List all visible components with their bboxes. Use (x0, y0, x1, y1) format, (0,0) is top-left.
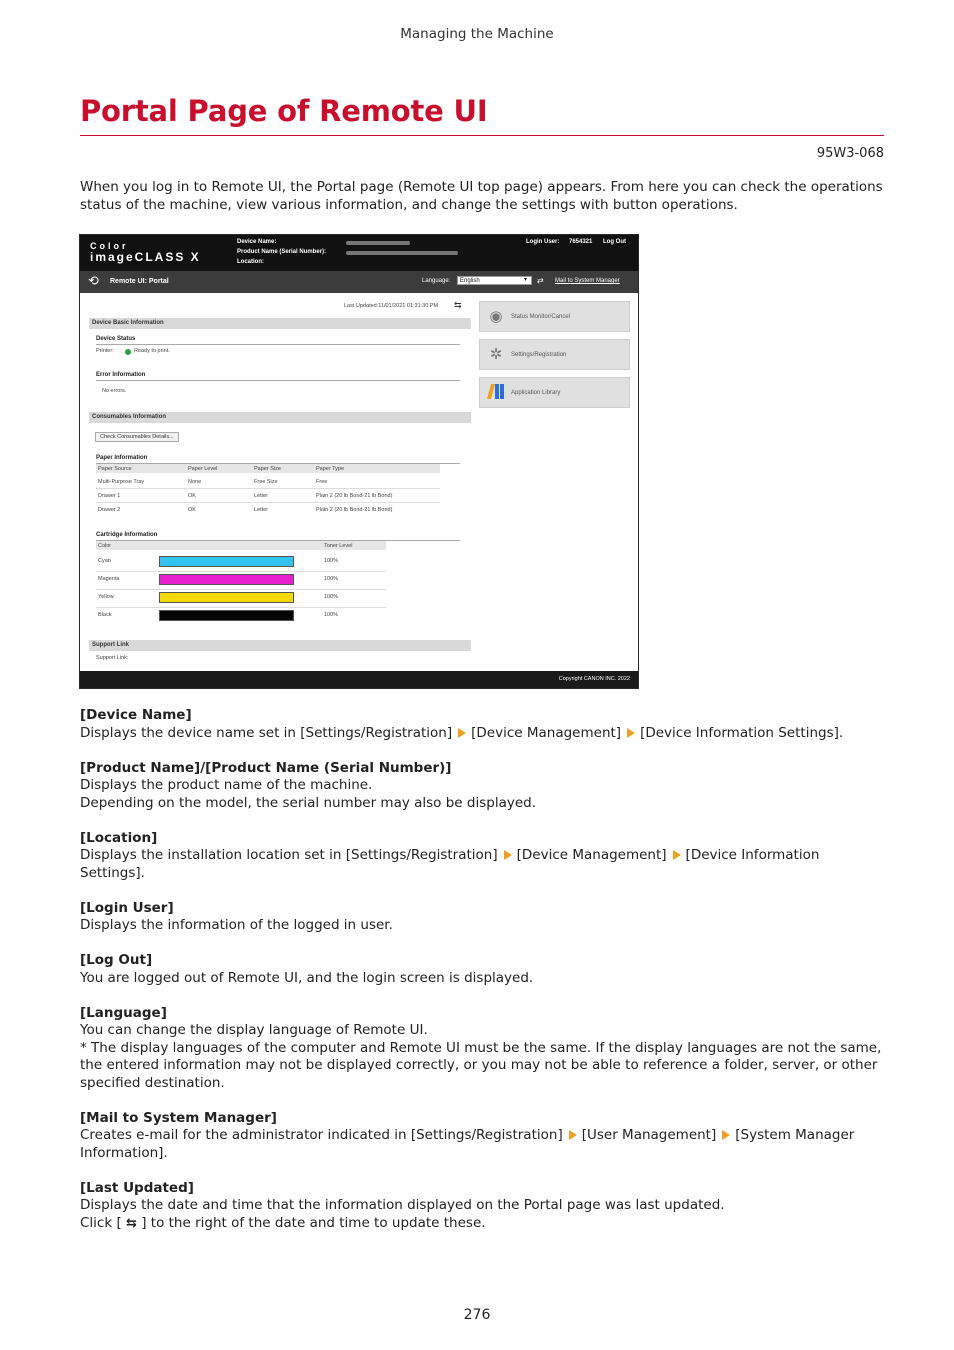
row-divider (96, 589, 386, 590)
device-basic-info-section: Device Basic Information (89, 318, 471, 329)
list-item (80, 952, 886, 987)
item-title: [Mail to System Manager] (80, 1109, 277, 1126)
item-text: * The display languages of the computer and Remote UI must be the same. If the display languages are not the same, the entered information may not be displayed correctly, or you may not be able to reference a folder, server, or other specified destination. (80, 1039, 882, 1091)
text-part: [Device Management] (471, 724, 622, 741)
table-cell: Plain 2 (20 lb Bond-21 lb Bond) (316, 493, 393, 499)
row-divider (96, 607, 386, 608)
status-monitor-button[interactable] (479, 301, 630, 332)
mail-to-system-manager-link[interactable]: Mail to System Manager (555, 278, 620, 284)
device-status-heading: Device Status (96, 336, 136, 342)
settings-registration-button[interactable] (479, 339, 630, 370)
table-cell: OK (188, 493, 196, 499)
portal-bar (80, 271, 638, 293)
support-link-label: Support Link: (96, 655, 129, 661)
product-name-value-blurred (346, 251, 458, 255)
remote-ui-header (80, 235, 638, 271)
item-title: [Login User] (80, 899, 174, 916)
list-item (80, 900, 886, 935)
item-title: [Device Name] (80, 707, 192, 723)
row-divider (96, 571, 386, 572)
document-id: 95W3-068 (816, 146, 884, 161)
table-cell: Letter (254, 493, 269, 499)
home-icon[interactable]: ⟲ (88, 273, 99, 288)
text-part: [Device Management] (516, 847, 667, 863)
device-name-value-blurred (346, 241, 410, 245)
printer-status: Ready to print. (134, 348, 170, 354)
portal-title: Remote UI: Portal (110, 278, 169, 285)
table-cell: Drawer 2 (98, 507, 121, 513)
apply-language-icon[interactable]: ⇄ (537, 276, 544, 285)
consumables-info-section: Consumables Information (89, 412, 471, 423)
item-text (80, 847, 886, 882)
item-title: [Language] (80, 1004, 167, 1021)
status-monitor-label: Status Monitor/Cancel (511, 314, 571, 320)
paper-col-type: Paper Type (316, 466, 345, 472)
item-title: [Location] (80, 829, 158, 846)
item-title: [Product Name]/[Product Name (Serial Number)] (80, 759, 452, 776)
brand-line1: Color (90, 241, 129, 251)
toner-level: 100% (324, 612, 339, 618)
running-head: Managing the Machine (400, 26, 554, 42)
arrow-icon (722, 1130, 730, 1140)
text-part: [Device Information Settings]. (80, 847, 820, 881)
eye-icon: ◉ (489, 308, 503, 325)
toner-level: 100% (324, 558, 339, 564)
title-rule (80, 135, 884, 136)
list-item (80, 1110, 886, 1163)
text-part: Creates e-mail for the administrator indicated in [Settings/Registration] (80, 1127, 563, 1143)
item-title: [Log Out] (80, 952, 153, 968)
table-cell: OK (188, 507, 196, 513)
cartridge-col-level: Toner Level (324, 543, 353, 549)
arrow-icon (627, 728, 635, 738)
row-divider (96, 502, 440, 503)
paper-col-size: Paper Size (254, 466, 281, 472)
login-user-label: Login User: (526, 239, 560, 245)
remote-ui-screenshot (79, 234, 639, 689)
logout-link[interactable]: Log Out (603, 239, 626, 245)
list-item (80, 1180, 886, 1233)
divider (96, 380, 460, 381)
application-library-label: Application Library (511, 390, 561, 396)
item-text: Displays the information of the logged in user. (80, 917, 393, 933)
item-text: Depending on the model, the serial number may also be displayed. (80, 794, 537, 811)
support-link-section: Support Link (89, 640, 471, 651)
row-divider (96, 488, 440, 489)
arrow-icon (673, 850, 681, 860)
table-cell: None (188, 479, 202, 485)
cartridge-name: Black (98, 612, 112, 618)
item-title: [Last Updated] (80, 1179, 194, 1196)
text-part: [System Manager Information]. (80, 1127, 855, 1161)
login-user-value: 7654321 (569, 239, 593, 245)
product-name-label: Product Name (Serial Number): (237, 249, 327, 255)
settings-registration-label: Settings/Registration (511, 352, 567, 358)
text-part: Click [ (80, 1214, 122, 1231)
portal-content (80, 293, 638, 671)
text-part: Displays the installation location set in [Settings/Registration] (80, 847, 498, 863)
language-label: Language: (422, 278, 451, 284)
text-part: Displays the device name set in [Settings/Registration] (80, 724, 453, 741)
language-select[interactable]: English (457, 276, 532, 285)
table-cell: Letter (254, 507, 269, 513)
no-errors-text: No errors. (102, 388, 127, 394)
toner-bar-magenta (159, 574, 294, 585)
toner-bar-yellow (159, 592, 294, 603)
page-number: 276 (463, 1307, 491, 1323)
list-item (80, 707, 886, 742)
toner-level: 100% (324, 594, 339, 600)
item-descriptions (80, 707, 886, 1250)
chevron-down-icon: ▾ (524, 277, 528, 283)
paper-col-source: Paper Source (98, 466, 132, 472)
error-info-heading: Error Information (96, 372, 146, 378)
item-text: Displays the date and time that the information displayed on the Portal page was last updated. (80, 1197, 725, 1213)
text-part: ] to the right of the date and time to update these. (141, 1214, 486, 1231)
list-item (80, 830, 886, 883)
paper-col-level: Paper Level (188, 466, 218, 472)
page-title: Portal Page of Remote UI (80, 94, 488, 128)
table-cell: Free (316, 479, 328, 485)
copyright: Copyright CANON INC. 2022 (558, 676, 630, 682)
table-cell: Drawer 1 (98, 493, 121, 499)
refresh-icon: ⇆ (126, 1215, 137, 1231)
refresh-icon[interactable]: ⇆ (454, 300, 462, 310)
cartridge-col-color: Color (98, 543, 112, 549)
arrow-icon (504, 850, 512, 860)
application-library-icon (486, 384, 506, 402)
location-label: Location: (237, 259, 264, 265)
toner-bar-black (159, 610, 294, 621)
check-consumables-button[interactable]: Check Consumables Details... (95, 432, 179, 442)
item-text (80, 1127, 886, 1162)
item-text (80, 725, 886, 743)
cartridge-name: Cyan (98, 558, 111, 564)
status-ok-icon (125, 349, 131, 355)
gear-icon: ✲ (489, 346, 503, 363)
application-library-button[interactable] (479, 377, 630, 408)
printer-label: Printer: (96, 348, 114, 354)
item-text: You are logged out of Remote UI, and the login screen is displayed. (80, 969, 534, 986)
remote-ui-footer (80, 671, 638, 688)
item-text: Displays the product name of the machine. (80, 777, 373, 793)
device-name-label: Device Name: (237, 239, 277, 245)
table-cell: Plain 2 (20 lb Bond-21 lb Bond) (316, 507, 393, 513)
text-part: [User Management] (581, 1127, 717, 1143)
text-part: [Device Information Settings]. (640, 724, 844, 741)
item-text: You can change the display language of Remote UI. (80, 1022, 428, 1038)
list-item (80, 1005, 886, 1093)
toner-bar-cyan (159, 556, 294, 567)
brand-line2: imageCLASS X (90, 250, 201, 264)
divider (96, 344, 460, 345)
cartridge-name: Yellow (98, 594, 114, 600)
item-text (80, 1215, 886, 1233)
arrow-icon (458, 728, 466, 738)
paper-info-heading: Paper Information (96, 455, 148, 461)
toner-level: 100% (324, 576, 339, 582)
table-cell: Free Size (254, 479, 278, 485)
last-updated-text: Last Updated:11/01/2021 01:31:30 PM (344, 303, 439, 309)
list-item (80, 760, 886, 813)
table-cell: Multi-Purpose Tray (98, 479, 145, 485)
intro-paragraph: When you log in to Remote UI, the Portal page (Remote UI top page) appears. From here you can check the operations status of the machine, view various information, and change the settings with button operations. (80, 179, 883, 213)
cartridge-info-heading: Cartridge Information (96, 532, 158, 538)
cartridge-name: Magenta (98, 576, 120, 582)
arrow-icon (569, 1130, 577, 1140)
